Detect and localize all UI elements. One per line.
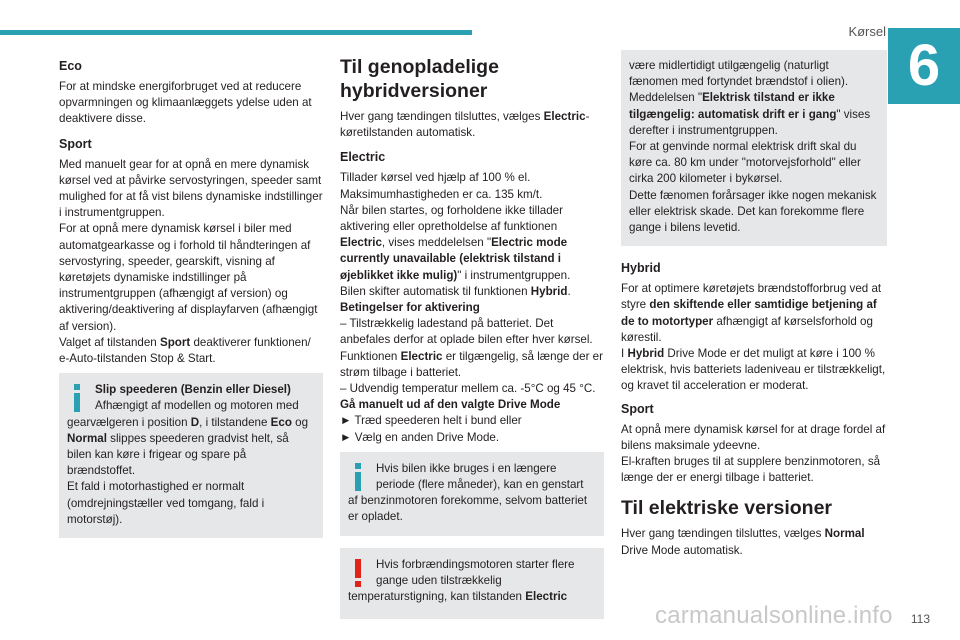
sport-heading-hybrid: Sport <box>621 401 654 416</box>
electric-heading: Electric <box>340 150 386 165</box>
info-box-long-storage <box>340 452 604 536</box>
plugin-hybrid-title: Til genopladelige hybridversioner <box>340 56 499 102</box>
page-number: 113 <box>910 612 930 626</box>
watermark: carmanualsonline.info <box>655 602 893 629</box>
note-text: Slip speederen (Benzin eller Diesel) Afhængigt af modellen og motoren med gearvælgeren i position D, i tilstandene Eco og Normal slippes speederen gradvist helt, så bilen kan køre i frigear og spare på brændstoffet. Et fald i motorhastighed er normalt (omdrejningstæller ved tomgang, fald i motorstøj). <box>67 383 309 526</box>
note-box-release-accelerator <box>59 373 323 538</box>
info-box-text: Hvis bilen ikke bruges i en længere periode (flere måneder), kan en genstart af benzinmotoren forekomme, selvom batteriet er opladet. <box>348 461 588 524</box>
column-3 <box>621 28 887 565</box>
sport-paragraph-2: For at opnå mere dynamisk kørsel i biler med automatgearkasse og i forhold til håndteringen af servostyring, speeder, gearskift, visning af køretøjets dynamiske indstillinger på instrumentgruppen (afhængigt af version) og aktivering/deaktivering af displayfarven (afhængigt af version). <box>59 222 318 333</box>
electric-versions-text: Hver gang tændingen tilsluttes, vælges Normal Drive Mode automatisk. <box>621 527 865 557</box>
section-title: Kørsel <box>848 24 886 39</box>
step-1: ► Træd speederen helt i bund eller <box>340 414 522 428</box>
column-1 <box>59 58 323 548</box>
sport-heading: Sport <box>59 136 92 151</box>
hybrid-heading: Hybrid <box>621 261 661 276</box>
header-accent-bar <box>0 30 472 35</box>
sport-text-hybrid: At opnå mere dynamisk kørsel for at drage fordel af bilens maksimale ydeevne. El-kraften bruges til at supplere benzinmotoren, så længe der er energi tilbage i batteriet. <box>621 422 886 485</box>
hybrid-text: For at optimere køretøjets brændstofforbrug ved at styre den skiftende eller samtidige betjening af de to motortyper afhængigt af kørselsforhold og kørestil. I Hybrid Drive Mode er det muligt at køre i 100 % elektrisk, hvis batteriets ladeniveau er tilstrækkeligt, og kravet til acceleration er moderat. <box>621 282 886 393</box>
warning-box-continued <box>621 50 887 246</box>
warning-icon <box>348 559 368 587</box>
sport-paragraph-3: Valget af tilstanden Sport deaktiverer funktionen/ e-Auto-tilstanden Stop & Start. <box>59 335 311 366</box>
column-2 <box>340 55 604 629</box>
step-2: ► Vælg en anden Drive Mode. <box>340 430 500 444</box>
warning-box-text: Hvis forbrændingsmotoren starter flere gange uden tilstrækkelig temperaturstigning, kan tilstanden Electric <box>348 557 575 604</box>
continued-text: være midlertidigt utilgængelig (naturligt fænomen med fortyndet brændstof i olien). Meddelelsen "Elektrisk tilstand er ikke tilgængelig: automatisk drift er i gang" vises derefter i instrumentgruppen. For at genvinde normal elektrisk drift skal du køre ca. 80 km under "motorvejsforhold" eller cirka 200 kilometer i bykørsel. Dette fænomen forårsager ikke nogen mekanisk eller elektrisk skade. Det kan forekomme flere gange i bilens levetid. <box>629 59 877 235</box>
conditions-heading: Betingelser for aktivering <box>340 301 480 315</box>
eco-heading: Eco <box>59 59 82 73</box>
chapter-number-tab: 6 <box>888 28 960 104</box>
warning-box-engine-start <box>340 548 604 620</box>
electric-versions-title: Til elektriske versioner <box>621 497 833 520</box>
info-icon <box>67 384 87 412</box>
electric-text: Tillader kørsel ved hjælp af 100 % el. Maksimumhastigheden er ca. 135 km/t. Når bilen startes, og forholdene ikke tillader aktivering eller opretholdelse af funktionen Electric, vises meddelelsen "Electric mode currently unavailable (elektrisk tilstand i øjeblikket ikke mulig)" i instrumentgruppen. Bilen skifter automatisk til funktionen Hybrid. Betingelser for aktivering – Tilstrækkelig ladestand på batteriet. Det anbefales derfor at oplade bilen efter hver kørsel. Funktionen Electric er tilgængelig, så længe der er strøm tilbage i batteriet. – Udvendig temperatur mellem ca. -5°C og 45 °C. Gå manuelt ud af den valgte Drive Mode ► Træd speederen helt i bund eller ► Vælg en anden Drive Mode. <box>340 171 603 444</box>
manual-exit-heading: Gå manuelt ud af den valgte Drive Mode <box>340 398 561 412</box>
info-icon <box>348 463 368 491</box>
plugin-hybrid-intro: Hver gang tændingen tilsluttes, vælges Electric-køretilstanden automatisk. <box>340 110 590 140</box>
eco-text: For at mindske energiforbruget ved at reducere opvarmningen og klimaanlæggets ydelse uden at deaktivere disse. <box>59 80 312 126</box>
sport-paragraph-1: Med manuelt gear for at opnå en mere dynamisk kørsel ved at påvirke servostyringen, speeder samt mulighed for at få vist bilens dynamiske indstillinger i instrumentgruppen. <box>59 157 323 220</box>
